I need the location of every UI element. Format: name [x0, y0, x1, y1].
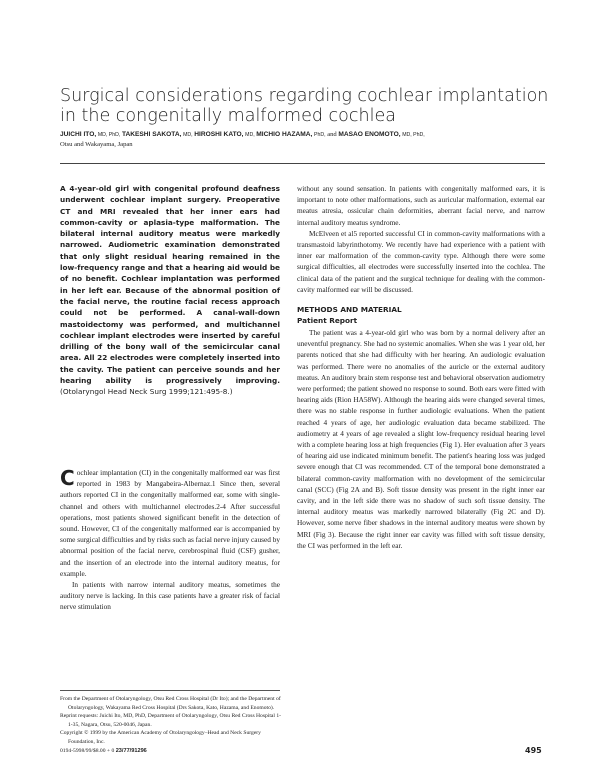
right-paragraph-2: McElveen et al5 reported successful CI in common-cavity malformations with a transmastoid labyrinthotomy. We recently have had experience with a patient with inner ear malformation of the common-cavity type. Although there were some surgical difficulties, all electrodes were successfully inserted into the cochlea. The clinical data of the patient and the surgical technique for dealing with the common-cavity malformed ear will be discussed.: [297, 228, 545, 294]
author-degrees: MD, PhD,: [402, 132, 425, 138]
right-column: [297, 183, 545, 551]
drop-cap: C: [60, 466, 75, 490]
author-degrees: MD,: [183, 132, 193, 138]
intro-column: [60, 467, 280, 613]
intro-paragraph-1: [60, 467, 280, 579]
author-name: TAKESHI SAKOTA,: [121, 131, 182, 138]
patient-report-paragraph: The patient was a 4-year-old girl who was born by a normal delivery after an uneventful pregnancy. She had no systemic anomalies. When she was 1 year old, her parents noticed that she had difficulty with her hearing. An audiologic evaluation was performed. There were no anomalies of the auricle or the external auditory meatus. An auditory brain stem response test and behavioral observation audiometry were performed; the patient showed no response to sound. Both ears were fitted with hearing aids (Rion HA58W). Although the hearing aids were changed several times, there was no stable response in further audiologic evaluations. When the patient reached 4 years of age, her audiologic evaluation data became stabilized. The audiometry at 4 years of age revealed a slight low-frequency residual hearing level with a complete hearing loss at high frequencies (Fig 1). Her evaluation after 3 years of hearing aid use indicated minimum benefit. The patient's hearing loss was judged severe enough that CI was recommended. CT of the temporal bone demonstrated a bilateral common-cavity malformation with no development of the semicircular canal (SCC) (Fig 2A and B). Soft tissue density was present in the right inner ear cavity, and in the left side there was no shadow of such soft tissue density. The internal auditory meatus was markedly narrowed bilaterally (Fig 2C and D). However, some nerve fiber shadows in the internal auditory meatus were shown by MRI (Fig 3). Because the right inner ear cavity was filled with soft tissue density, the CI was performed in the left ear.: [297, 328, 545, 550]
abstract-citation: (Otolaryngol Head Neck Surg 1999;121:495-8.): [60, 387, 233, 397]
author-degrees: PhD,: [314, 132, 326, 138]
author-degrees: MD, PhD,: [97, 132, 121, 138]
article-code: 23/77/91296: [115, 747, 147, 754]
footnote-divider: [60, 690, 280, 691]
title-divider: [60, 163, 545, 164]
author-name: MICHIO HAZAMA,: [256, 131, 313, 138]
author-block: [60, 130, 560, 150]
footnote-copyright: Copyright © 1999 by the American Academy of Otolaryngology–Head and Neck Surgery Foundation, Inc.: [60, 730, 261, 745]
right-paragraph-1: without any sound sensation. In patients with congenitally malformed ears, it is important to note other malformations, such as auricular malformation, external ear meatus atresia, ossicular chain deformities, aberrant facial nerve, and narrow internal auditory meatus syndrome.: [297, 184, 545, 227]
author-degrees: MD,: [245, 132, 255, 138]
intro-paragraph-2: In patients with narrow internal auditory meatus, sometimes the auditory nerve is lacking. In this case patients have a greater risk of facial nerve stimulation: [60, 580, 280, 612]
abstract-text: A 4-year-old girl with congenital profound deafness underwent cochlear implant surgery. Preoperative CT and MRI revealed that her inner ears had common-cavity or aplasia-type malformation. The bilateral internal auditory meatus were markedly narrowed. Audiometric examination demonstrated that only slight residual hearing remained in the low-frequency range and that a hearing aid would be of no benefit. Cochlear implantation was performed in her left ear. Because of the abnormal position of the facial nerve, the routine facial recess approach could not be performed. A canal-wall-down mastoidectomy was performed, and multichannel cochlear implant electrodes were inserted by careful drilling of the bony wall of the semicircular canal area. All 22 electrodes were completely inserted into the cavity. The patient can perceive sounds and her hearing ability is progressively improving.: [60, 184, 280, 386]
footnotes: [60, 695, 282, 755]
abstract: [60, 183, 280, 398]
author-name: MASAO ENOMOTO,: [338, 131, 401, 138]
article-title: Surgical considerations regarding cochlear implantation in the congenitally malformed cochlea: [60, 86, 549, 126]
footnote-reprint: Reprint requests: Juichi Ito, MD, PhD, Department of Otolaryngology, Otsu Red Cross Hospital 1-1-35, Nagara, Otsu, 520-0046, Japan.: [60, 713, 282, 728]
intro-text-1: ochlear implantation (CI) in the congenitally malformed ear was first reported in 1983 by Mangabeira-Albernaz.1 Since then, several authors reported CI in the congenitally malformed ear, some with single-channel and others with multichannel electrodes.2-4 After successful operations, most patients showed significant benefit in the detection of sound. However, CI of the congenitally malformed ear is accompanied by some surgical difficulties and by risks such as facial nerve injury caused by abnormal position of the facial nerve, cerebrospinal fluid (CSF) gusher, and the insertion of an electrode into the internal auditory meatus, for example.: [60, 468, 280, 578]
author-location: Otsu and Wakayama, Japan: [60, 141, 133, 148]
author-and: and: [327, 131, 337, 138]
footnote-affiliation: From the Department of Otolaryngology, Otsu Red Cross Hospital (Dr Ito); and the Department of Otolaryngology, Wakayama Red Cross Hospital (Drs Sakota, Kato, Hazama, and Enomoto).: [60, 696, 281, 711]
author-list: [60, 130, 560, 140]
issn-text: 0194-5998/99/$8.00 + 0: [60, 747, 115, 754]
author-name: JUICHI ITO,: [60, 131, 97, 138]
author-name: HIROSHI KATO,: [194, 131, 244, 138]
section-heading-methods: METHODS AND MATERIAL: [297, 305, 402, 315]
page-number: 495: [525, 746, 542, 755]
subsection-heading-patient: Patient Report: [297, 316, 358, 326]
footnote-issn: [60, 747, 282, 756]
